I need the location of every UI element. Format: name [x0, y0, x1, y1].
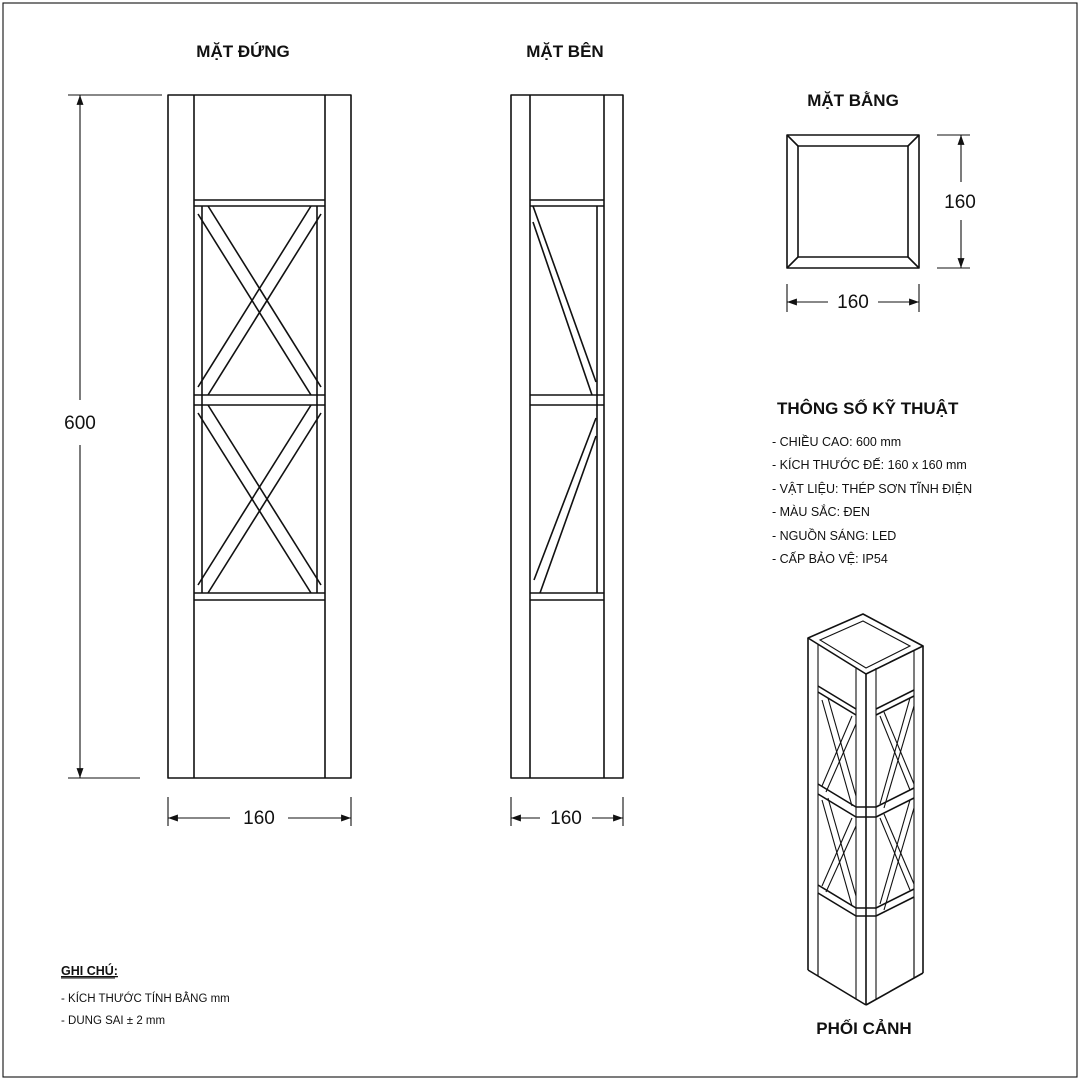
note-item: - KÍCH THƯỚC TÍNH BẰNG mm: [61, 993, 230, 1005]
note-item: - DUNG SAI ± 2 mm: [61, 1015, 166, 1027]
spec-item: - KÍCH THƯỚC ĐẾ: 160 x 160 mm: [772, 458, 967, 472]
perspective-view-title: PHỐI CẢNH: [816, 1019, 912, 1038]
front-width-dimension-label: 160: [243, 808, 275, 829]
notes-heading: GHI CHÚ:: [61, 964, 118, 978]
spec-item: - NGUỒN SÁNG: LED: [772, 529, 897, 543]
notes-block: [61, 963, 230, 1027]
plan-depth-dimension-label: 160: [944, 192, 976, 213]
plan-view-title: MẶT BẰNG: [807, 91, 899, 110]
side-view: [511, 42, 623, 829]
spec-item: - CHIỀU CAO: 600 mm: [772, 435, 902, 449]
side-width-dimension-label: 160: [550, 808, 582, 829]
front-view-title: MẶT ĐỨNG: [196, 42, 290, 61]
perspective-view: [808, 614, 923, 1038]
plan-width-dimension-label: 160: [837, 292, 869, 313]
side-view-title: MẶT BÊN: [526, 42, 604, 61]
specifications-block: [772, 398, 972, 566]
specifications-heading: THÔNG SỐ KỸ THUẬT: [777, 399, 959, 418]
spec-item: - MÀU SẮC: ĐEN: [772, 505, 870, 519]
sheet-border: [3, 3, 1077, 1077]
plan-view: [787, 91, 976, 313]
height-dimension-label: 600: [64, 413, 96, 434]
front-view: [64, 42, 351, 829]
spec-item: - VẬT LIỆU: THÉP SƠN TĨNH ĐIỆN: [772, 482, 973, 496]
spec-item: - CẤP BẢO VỆ: IP54: [772, 552, 888, 566]
